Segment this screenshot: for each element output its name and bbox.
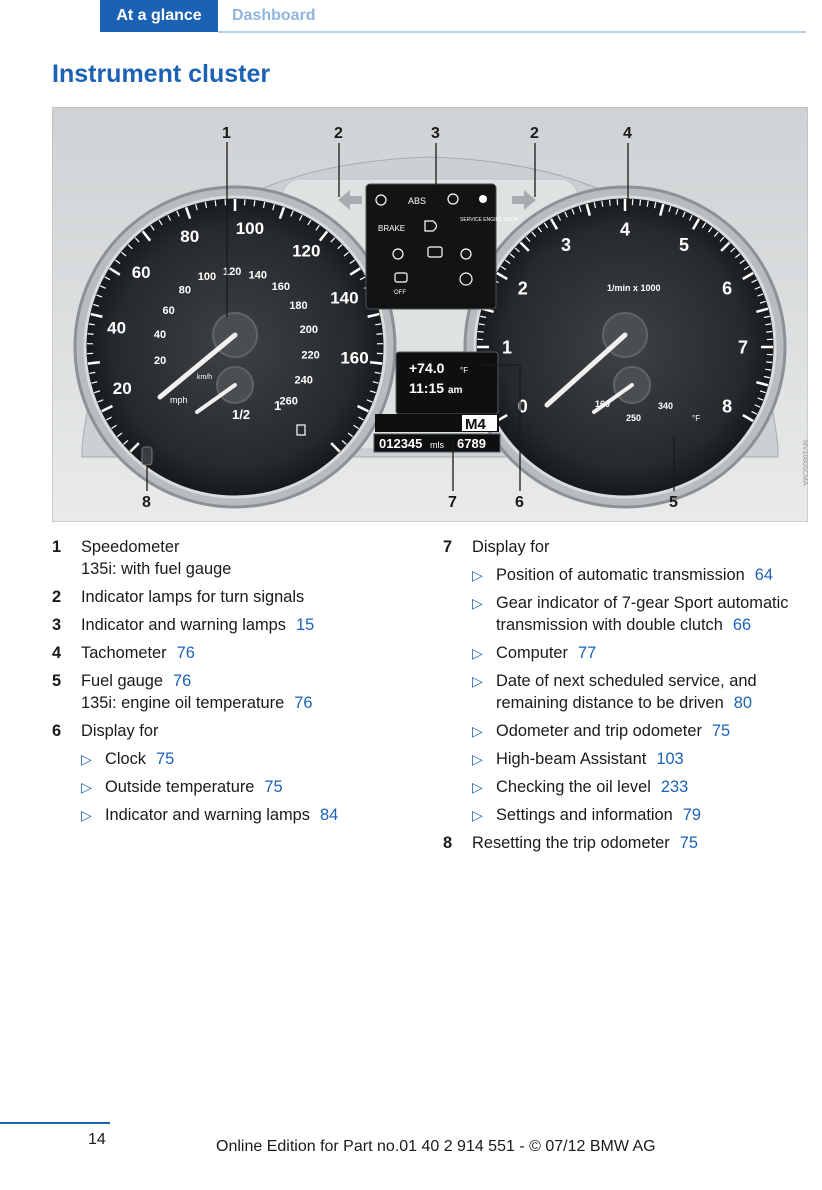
legend-text: Date of next scheduled service, and <box>496 672 757 690</box>
mph-unit-label: mph <box>170 395 188 405</box>
legend-text: Checking the oil level <box>496 778 651 796</box>
gauge-label: 8 <box>722 396 733 417</box>
legend-line <box>496 670 815 692</box>
clock-value: 11:15 <box>409 380 445 396</box>
fuel-full-label: 1 <box>274 398 282 413</box>
gauge-label: 220 <box>301 349 320 362</box>
gauge-label: 20 <box>154 355 167 368</box>
legend-subitem <box>81 776 424 798</box>
seatbelt-icon <box>479 195 487 203</box>
legend-subitem <box>472 748 815 770</box>
legend-item <box>52 642 424 664</box>
callout-3: 3 <box>431 125 440 142</box>
legend-right-column <box>443 536 815 860</box>
legend-item <box>52 586 424 608</box>
gauge-label: 160 <box>271 281 291 294</box>
legend-subitem <box>472 592 815 636</box>
gauge-tick <box>88 334 94 335</box>
page-reference-link[interactable]: 15 <box>296 616 315 634</box>
legend-text: remaining distance to be driven <box>496 694 724 712</box>
legend-line <box>472 536 815 558</box>
legend-line <box>81 720 424 742</box>
gauge-label: 160 <box>340 348 369 368</box>
legend-item <box>52 670 424 714</box>
gauge-label: 20 <box>112 378 132 398</box>
legend-line <box>81 642 424 664</box>
page-header <box>0 0 822 34</box>
abs-lamp-label: ABS <box>408 196 427 206</box>
legend-line <box>81 670 424 692</box>
legend-text: Fuel gauge <box>81 672 164 690</box>
legend-text: Display for <box>81 722 159 740</box>
gauge-label: 240 <box>294 374 313 387</box>
footer-edition-text: Online Edition for Part no.01 40 2 914 551 - © 07/12 BMW AG <box>216 1138 656 1155</box>
instrument-cluster-figure <box>52 107 808 522</box>
page-reference-link[interactable]: 80 <box>733 694 753 712</box>
page-reference-link[interactable]: 64 <box>754 566 773 584</box>
legend-line <box>496 642 815 664</box>
legend-line <box>496 692 815 714</box>
page-reference-link[interactable]: 76 <box>294 694 313 712</box>
gauge-label: 180 <box>289 300 308 313</box>
page-reference-link[interactable]: 75 <box>679 834 698 852</box>
page-reference-link[interactable]: 79 <box>682 806 701 824</box>
bullet-arrow-icon: ▷ <box>472 723 483 739</box>
legend-line <box>81 692 424 714</box>
gauge-label: 200 <box>299 323 319 336</box>
legend-line <box>105 804 424 826</box>
bullet-arrow-icon: ▷ <box>472 673 483 689</box>
gauge-label: 100 <box>235 218 265 238</box>
legend-number: 8 <box>443 834 453 852</box>
page-reference-link[interactable]: 75 <box>156 750 175 768</box>
gauge-tick <box>215 200 216 206</box>
legend-text: Resetting the trip odometer <box>472 834 670 852</box>
legend-left-column <box>52 536 424 832</box>
oil-label-160: 160 <box>595 399 611 409</box>
legend-line <box>105 776 424 798</box>
page-reference-link[interactable]: 66 <box>732 616 752 634</box>
gauge-label: 100 <box>197 271 217 284</box>
callout-6: 6 <box>515 494 524 511</box>
gauge-label: 60 <box>162 304 175 317</box>
gauge-label: 6 <box>722 278 733 299</box>
oil-label-250: 250 <box>626 413 642 423</box>
gauge-tick <box>766 332 772 333</box>
gauge-label: 40 <box>153 329 167 342</box>
legend-line <box>472 832 815 854</box>
legend-text: Gear indicator of 7-gear Sport automatic <box>496 594 789 612</box>
page-title: Instrument cluster <box>52 60 271 88</box>
kmh-unit-label: km/h <box>197 374 213 381</box>
gauge-label: 1 <box>501 337 513 358</box>
gauge-label: 3 <box>560 235 572 256</box>
gauge-label: 0 <box>517 396 528 417</box>
legend-number: 4 <box>52 644 62 662</box>
legend-number: 7 <box>443 538 453 556</box>
gauge-tick <box>766 362 772 363</box>
legend-line <box>496 564 815 586</box>
bullet-arrow-icon: ▷ <box>472 779 483 795</box>
legend-line <box>496 592 815 614</box>
tab-dashboard[interactable]: Dashboard <box>232 7 316 24</box>
gauge-tick <box>370 362 382 363</box>
tachometer-unit-label: 1/min x 1000 <box>607 283 661 293</box>
legend-text: Speedometer <box>81 538 180 556</box>
tab-at-a-glance[interactable]: At a glance <box>100 0 218 32</box>
bullet-arrow-icon: ▷ <box>472 645 483 661</box>
legend-subitem <box>472 804 815 826</box>
legend-number: 5 <box>52 672 62 690</box>
legend-number: 3 <box>52 616 62 634</box>
dsc-off-label: OFF <box>394 290 406 296</box>
tachometer <box>465 187 785 507</box>
legend-line <box>496 776 815 798</box>
legend-subitem <box>81 748 424 770</box>
callout-2-right: 2 <box>530 125 539 142</box>
callout-5: 5 <box>669 494 678 511</box>
legend-line <box>496 720 815 742</box>
gauge-label: 7 <box>737 337 749 358</box>
legend-item <box>52 536 424 580</box>
legend-text: Indicator and warning lamps <box>105 806 310 824</box>
page-reference-link[interactable]: 76 <box>173 672 192 690</box>
fuel-half-label: 1/2 <box>232 407 251 422</box>
gauge-label: 120 <box>292 241 321 261</box>
bullet-arrow-icon: ▷ <box>472 567 483 583</box>
gear-indicator: M4 <box>465 416 486 433</box>
odometer-unit: mls <box>430 440 444 450</box>
legend-text: Display for <box>472 538 550 556</box>
oil-unit-label: °F <box>692 414 701 423</box>
legend-text: Indicator and warning lamps <box>81 616 286 634</box>
legend-text: 135i: engine oil temperature <box>81 694 285 712</box>
gauge-tick <box>478 332 484 333</box>
legend-subitem <box>81 804 424 826</box>
legend-text: High-beam Assistant <box>496 750 647 768</box>
legend-text: transmission with double clutch <box>496 616 723 634</box>
legend-text: Odometer and trip odometer <box>496 722 702 740</box>
trip-odometer-value: 6789 <box>457 436 486 451</box>
callout-1: 1 <box>222 125 231 142</box>
gauge-label: 80 <box>180 226 200 246</box>
legend-line <box>496 614 815 636</box>
gauge-label: 120 <box>223 265 242 278</box>
trip-reset-button <box>142 447 152 465</box>
legend-subitem <box>472 670 815 714</box>
gauge-label: 5 <box>678 235 690 256</box>
callout-8: 8 <box>142 494 151 511</box>
legend-text: Tachometer <box>81 644 167 662</box>
legend-number: 1 <box>52 538 62 556</box>
gauge-label: 40 <box>107 318 127 338</box>
legend-text: Outside temperature <box>105 778 255 796</box>
page-reference-link[interactable]: 233 <box>660 778 689 796</box>
page-reference-link[interactable]: 84 <box>320 806 339 824</box>
odometer-value: 012345 <box>379 436 423 451</box>
legend-number: 6 <box>52 722 62 740</box>
legend-item <box>52 614 424 636</box>
legend-text: Clock <box>105 750 146 768</box>
legend-subitem <box>472 564 815 586</box>
gauge-label: 60 <box>131 263 151 283</box>
warning-lamp-panel <box>366 184 519 309</box>
clock-suffix: am <box>448 385 463 396</box>
bullet-arrow-icon: ▷ <box>472 595 483 611</box>
bullet-arrow-icon: ▷ <box>81 779 92 795</box>
legend-text: Settings and information <box>496 806 673 824</box>
oil-label-340: 340 <box>658 401 674 411</box>
footer-divider <box>0 1122 110 1124</box>
gauge-label: 4 <box>619 219 631 240</box>
legend-text: 135i: with fuel gauge <box>81 560 232 578</box>
gauge-label: 80 <box>178 284 192 297</box>
callout-2-left: 2 <box>334 125 343 142</box>
legend-text: Position of automatic transmission <box>496 566 745 584</box>
legend-line <box>105 748 424 770</box>
gauge-label: 140 <box>248 269 268 282</box>
gauge-tick <box>254 200 255 206</box>
legend-line <box>496 804 815 826</box>
page-number: 14 <box>88 1131 106 1148</box>
page-reference-link[interactable]: 75 <box>264 778 283 796</box>
gauge-label: 260 <box>279 395 298 408</box>
outside-temp-unit: °F <box>460 366 469 375</box>
legend-line <box>81 614 424 636</box>
page-reference-link[interactable]: 76 <box>176 644 195 662</box>
speedometer <box>75 187 395 507</box>
gauge-label: 2 <box>517 278 528 299</box>
service-engine-lamp-label: SERVICE ENGINE SOON <box>460 217 519 223</box>
gauge-tick <box>640 200 641 206</box>
legend-item <box>443 536 815 826</box>
bullet-arrow-icon: ▷ <box>81 751 92 767</box>
legend-number: 2 <box>52 588 62 606</box>
bullet-arrow-icon: ▷ <box>472 807 483 823</box>
bullet-arrow-icon: ▷ <box>81 807 92 823</box>
gauge-tick <box>376 334 382 335</box>
legend-subitem <box>472 642 815 664</box>
legend-item <box>52 720 424 826</box>
image-code: MV10805CMA <box>801 440 808 486</box>
page-reference-link[interactable]: 75 <box>711 722 731 740</box>
brake-lamp-label: BRAKE <box>378 224 406 233</box>
legend-item <box>443 832 815 854</box>
legend-text: Indicator lamps for turn signals <box>81 588 305 606</box>
bullet-arrow-icon: ▷ <box>472 751 483 767</box>
outside-temp-value: +74.0 <box>409 360 445 376</box>
legend-text: Computer <box>496 644 568 662</box>
gauge-label: 140 <box>330 288 359 308</box>
page-reference-link[interactable]: 103 <box>656 750 684 768</box>
header-divider <box>218 31 806 33</box>
callout-4: 4 <box>623 125 632 142</box>
callout-7: 7 <box>448 494 457 511</box>
legend-subitem <box>472 776 815 798</box>
gauge-tick <box>88 362 100 363</box>
legend-subitem <box>472 720 815 742</box>
legend-line <box>496 748 815 770</box>
gauge-tick <box>610 200 611 206</box>
page-reference-link[interactable]: 77 <box>577 644 597 662</box>
